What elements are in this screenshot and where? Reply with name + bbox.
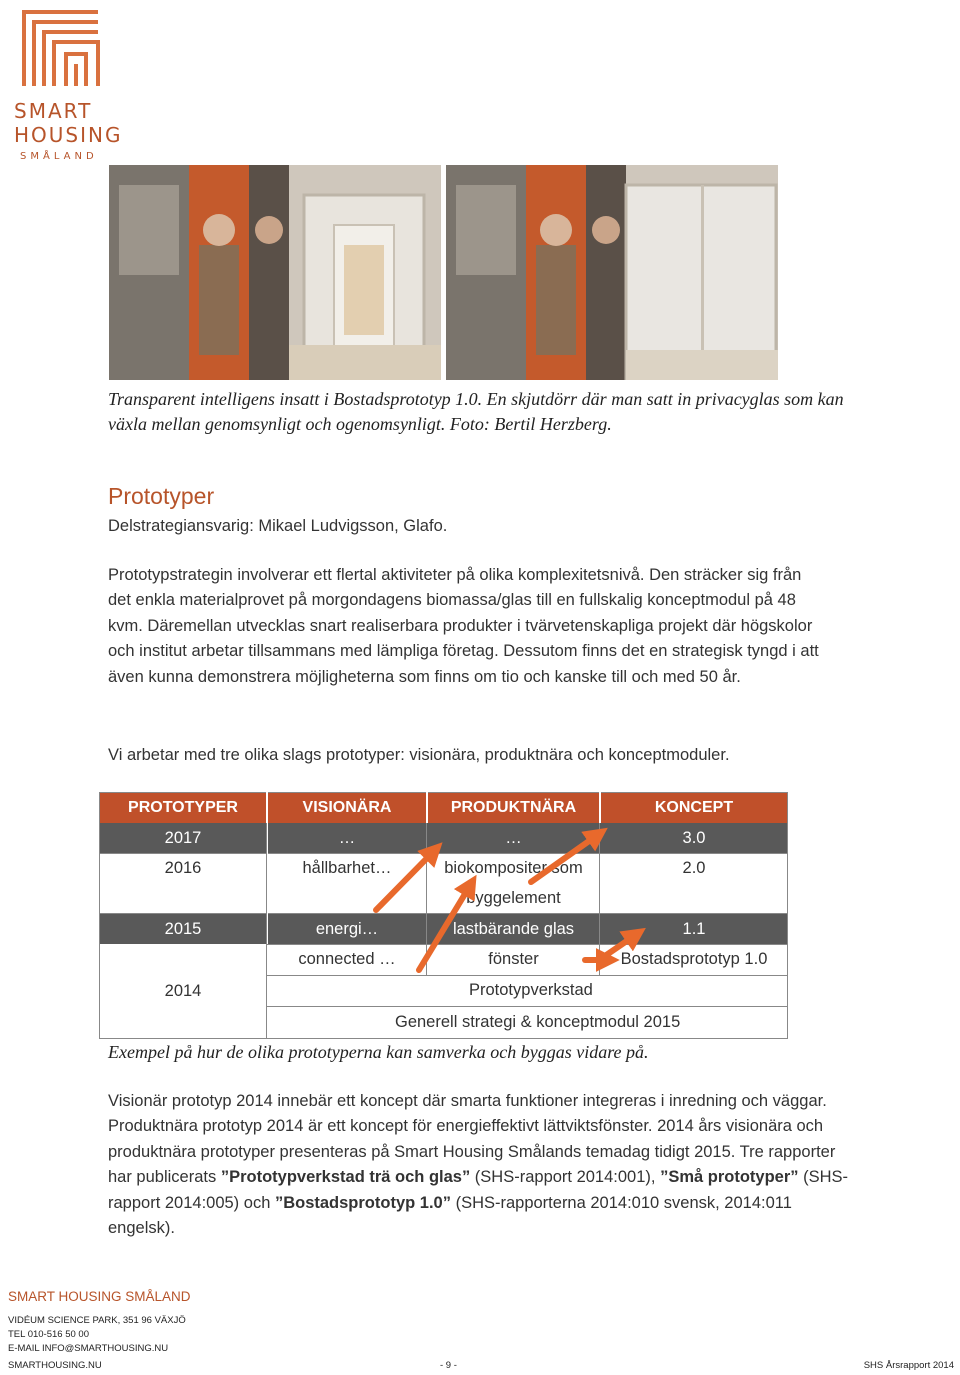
report-title-bostadsprototyp: ”Bostadsprototyp 1.0” — [274, 1193, 451, 1212]
footer-address: VIDÉUM SCIENCE PARK, 351 96 VÄXJÖ — [8, 1315, 186, 1326]
logo-mark-icon — [14, 8, 110, 88]
cell-produktnara: lastbärande glas — [452, 919, 575, 938]
cell-prototypverkstad: Prototypverkstad — [469, 981, 593, 999]
cell-koncept: 3.0 — [682, 828, 706, 847]
report-title-sma-prototyper: ”Små prototyper” — [660, 1168, 799, 1187]
section-subheading: Delstrategiansvarig: Mikael Ludvigsson, Glafo. — [108, 517, 448, 535]
cell-year: 2016 — [164, 858, 202, 877]
cell-produktnara-cont: byggelement — [466, 889, 561, 907]
body-paragraph-3 — [108, 1089, 848, 1241]
photo-door-transparent — [109, 165, 441, 380]
text-span: (SHS-rapporterna 2014:010 svensk, 2014:011 engelsk). — [108, 1193, 792, 1238]
prototype-table — [99, 792, 788, 1039]
photo-caption: Transparent intelligens insatt i Bostadsprototyp 1.0. En skjutdörr där man satt in privacyglas som kan växla mellan genomsynligt och ogenomsynligt. Foto: Bertil Herzberg. — [108, 389, 844, 434]
cell-koncept: 1.1 — [682, 919, 706, 938]
cell-visionara: energi… — [315, 919, 379, 938]
cell-visionara: connected … — [298, 950, 396, 968]
text-span: (SHS-rapport 2014:005) och — [108, 1168, 849, 1212]
footer-report-name: SHS Årsrapport 2014 — [863, 1360, 954, 1371]
progression-arrows — [99, 792, 788, 1039]
footer-page-number: - 9 - — [440, 1360, 457, 1371]
cell-visionara: hållbarhet… — [302, 858, 392, 877]
body-paragraph-1: Prototypstrategin involverar ett flertal aktiviteter på olika komplexitetsnivå. Den sträcker sig från det enkla materialprovet på morgondagens biomassa/glas till en fullskalig konceptmodul på 48 kvm. Däremellan utvecklas snart realiserbara produkter i tvärvetenskapliga projekt där högskolor och institut arbetar tillsammans med lämpliga företag. Dessutom finns det en strategisk tyngd i att även kunna demonstrera möjligheterna som finns om tio och kanske till och med 50 år. — [108, 566, 819, 686]
report-title-prototypverkstad: ”Prototypverkstad trä och glas” — [220, 1168, 471, 1187]
photo-door-opaque — [446, 165, 778, 380]
text-span: Visionär prototyp 2014 innebär ett koncept där smarta funktioner integreras i inredning och väggar. Produktnära prototyp 2014 är ett koncept för energieffektivt lättviktsfönster. 2014 års visionära och produktnära prototyper presenteras på Smart Housing Smålands temadag tidigt 2015. Tre rapporter har publicerats — [108, 1092, 836, 1187]
header-prototyper: PROTOTYPER — [128, 798, 238, 816]
arrow-to-1-1 — [599, 934, 637, 960]
cell-koncept: 2.0 — [682, 858, 706, 877]
footer-tel: TEL 010-516 50 00 — [8, 1329, 89, 1340]
cell-year: 2017 — [164, 828, 202, 847]
body-paragraph-2: Vi arbetar med tre olika slags prototyper: visionära, produktnära och konceptmoduler. — [108, 746, 730, 764]
header-koncept: KONCEPT — [654, 798, 734, 816]
cell-koncept: Bostadsprototyp 1.0 — [620, 950, 768, 968]
cell-visionara: … — [338, 828, 356, 847]
cell-produktnara: fönster — [488, 950, 539, 968]
section-heading: Prototyper — [108, 483, 215, 509]
arrow-energi-to-biokompositer — [376, 850, 435, 910]
footer-email: E-MAIL INFO@SMARTHOUSING.NU — [8, 1343, 169, 1354]
logo-line-1: SMART — [14, 99, 93, 123]
arrow-connected-to-byggelement — [419, 884, 471, 970]
smart-housing-logo — [14, 8, 124, 162]
header-visionara: VISIONÄRA — [302, 798, 392, 816]
cell-year-2014: 2014 — [164, 982, 202, 1000]
footer-web: SMARTHOUSING.NU — [8, 1360, 102, 1371]
arrow-biokompositer-to-3 — [531, 834, 599, 882]
cell-produktnara: biokompositer som — [444, 858, 583, 877]
table-caption: Exempel på hur de olika prototyperna kan samverka och byggas vidare på. — [108, 1042, 649, 1062]
logo-line-3: SMÅLAND — [20, 151, 98, 162]
header-produktnara: PRODUKTNÄRA — [450, 798, 577, 816]
cell-generell-strategi: Generell strategi & konceptmodul 2015 — [395, 1013, 681, 1031]
cell-produktnara: … — [505, 828, 522, 847]
logo-line-2: HOUSING — [14, 123, 123, 147]
footer-org-name: SMART HOUSING SMÅLAND — [8, 1289, 191, 1304]
text-span: (SHS-rapport 2014:001), — [470, 1168, 661, 1187]
cell-year: 2015 — [164, 919, 202, 938]
